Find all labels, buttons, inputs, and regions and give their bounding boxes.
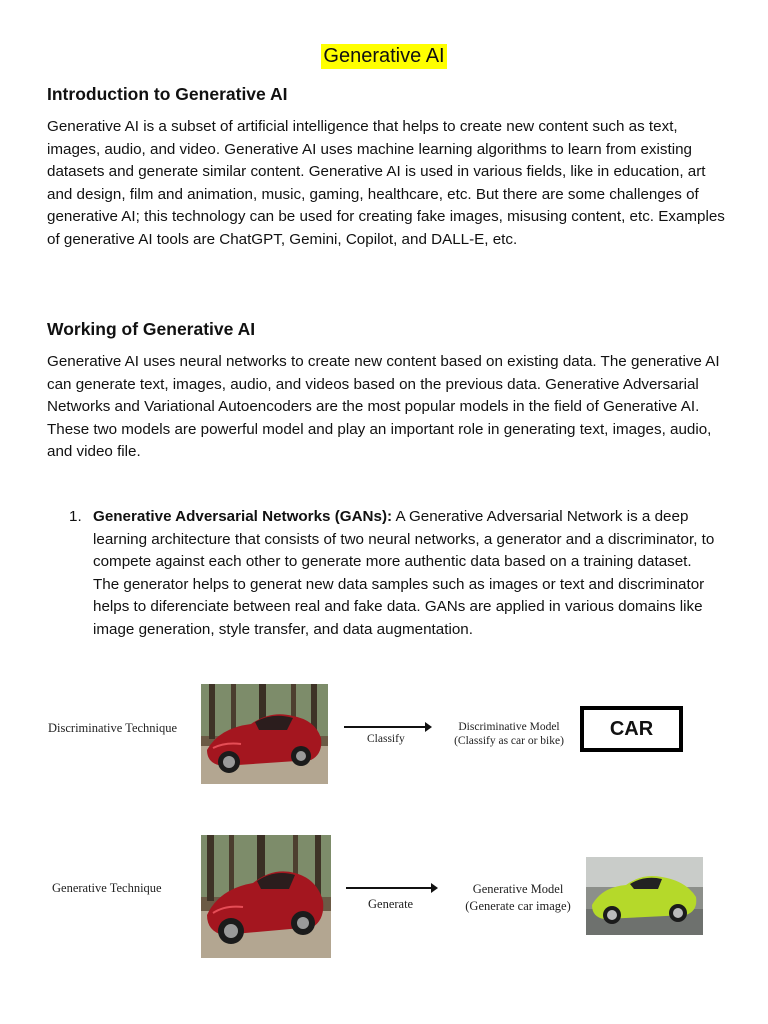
generate-arrow	[346, 887, 436, 889]
generative-model-text	[452, 881, 584, 915]
generative-technique-label: Generative Technique	[52, 881, 162, 895]
list-item-text: A Generative Adversarial Network is a deep learning architecture that consists of two neural networks, a generator and a discriminator, to compete against each other to generate more authentic data based on a training dataset. The generator helps to generat new data samples such as images or text and discriminator helps to diferenciate between real and fake data. GANs are applied in various domains like image generation, style transfer, and data augmentation.	[93, 508, 715, 638]
generative-model-title: Generative Model	[472, 882, 564, 896]
section-paragraph-working: Generative AI uses neural networks to create new content based on existing data. The generative AI can generate text, images, audio, and videos based on the previous data. Generative Adversarial Networks and Variational Autoencoders are the most popular models in the field of Generative AI. These two models are powerful model and play an important role in generating text, images, audio, and video file.	[47, 353, 720, 461]
generative-model-subtitle: (Generate car image)	[465, 899, 571, 913]
red-sports-car-photo-icon	[201, 684, 328, 784]
lime-green-sports-car-photo-icon	[586, 857, 703, 935]
car-output-box: CAR	[580, 706, 683, 752]
section-paragraph-introduction: Generative AI is a subset of artificial intelligence that helps to create new content such as text, images, audio, and video. Generative AI uses machine learning algorithms to learn from existing datasets and generate similar content. Generative AI is used in various fields, like in education, art and design, film and animation, music, gaming, healthcare, etc. But there are some challenges of generative AI; this technology can be used for creating fake images, misusing content, etc. Examples of generative AI tools are ChatGPT, Gemini, Copilot, and DALL-E, etc.	[47, 118, 725, 248]
classify-arrow	[344, 726, 430, 728]
list-item-term: Generative Adversarial Networks (GANs):	[93, 508, 393, 525]
discriminative-model-title: Discriminative Model	[458, 721, 560, 733]
section-heading-working: Working of Generative AI	[47, 319, 256, 339]
discriminative-model-subtitle: (Classify as car or bike)	[454, 735, 564, 747]
classify-label: Classify	[367, 733, 405, 745]
section-heading-introduction: Introduction to Generative AI	[47, 84, 288, 104]
list-item-number: 1.	[69, 508, 82, 525]
red-sports-car-photo-icon	[201, 835, 331, 958]
list-item-body	[93, 506, 717, 642]
generate-label: Generate	[368, 897, 414, 911]
discriminative-model-text	[442, 720, 576, 748]
document-title: Generative AI	[323, 45, 445, 67]
discriminative-technique-label: Discriminative Technique	[48, 721, 178, 735]
title-wrap	[0, 44, 768, 69]
